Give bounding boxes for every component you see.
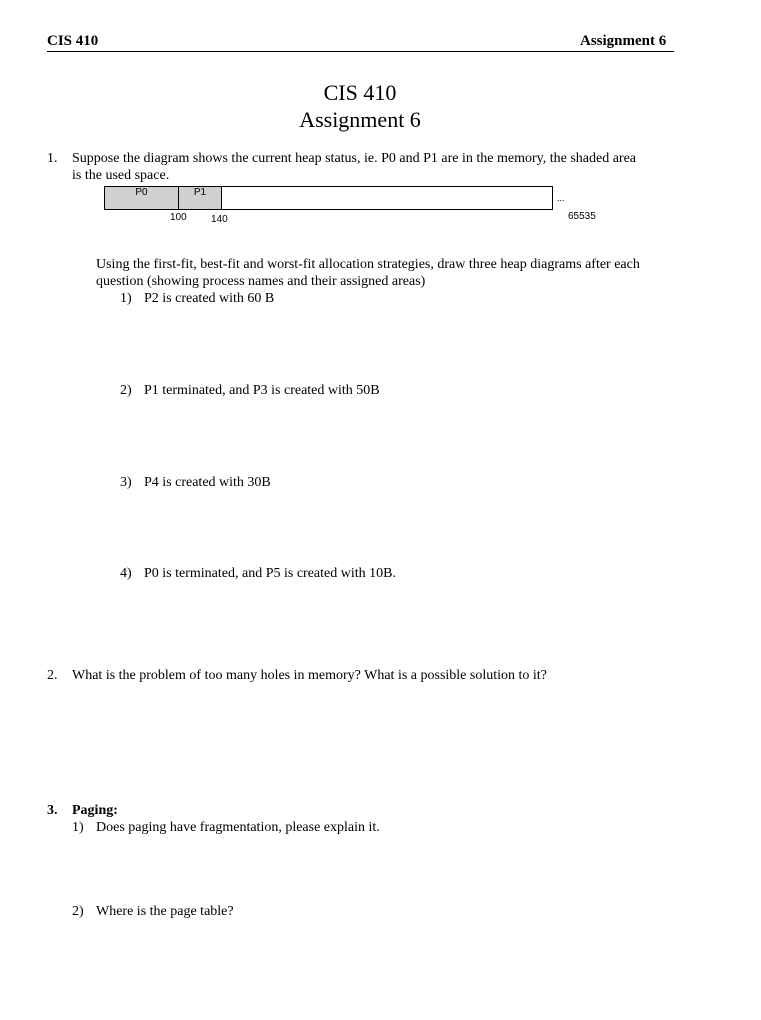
q1-sub2-number: 2) bbox=[120, 383, 132, 398]
q1-sub2-text: P1 terminated, and P3 is created with 50B bbox=[144, 383, 380, 398]
heap-segment-p1 bbox=[179, 187, 222, 209]
header-assignment-label: Assignment 6 bbox=[580, 33, 667, 49]
q3-sub2-text: Where is the page table? bbox=[96, 904, 234, 919]
q3-number: 3. bbox=[47, 803, 58, 818]
q1-sub4-text: P0 is terminated, and P5 is created with 10B. bbox=[144, 566, 396, 581]
heap-label-p0: P0 bbox=[135, 187, 148, 198]
q1-sub3-text: P4 is created with 30B bbox=[144, 475, 271, 490]
q2-text: What is the problem of too many holes in memory? What is a possible solution to it? bbox=[72, 668, 547, 683]
q1-instruction-line2: question (showing process names and their assigned areas) bbox=[96, 274, 426, 289]
q1-text-line1: Suppose the diagram shows the current heap status, ie. P0 and P1 are in the memory, the shaded area bbox=[72, 151, 636, 166]
q1-sub1-number: 1) bbox=[120, 291, 132, 306]
header-course-code: CIS 410 bbox=[47, 33, 99, 49]
q1-text-line2: is the used space. bbox=[72, 168, 170, 183]
q2-number: 2. bbox=[47, 668, 58, 683]
heap-ellipsis: ... bbox=[557, 193, 565, 203]
q3-sub1-number: 1) bbox=[72, 820, 84, 835]
q1-sub3-number: 3) bbox=[120, 475, 132, 490]
q3-sub2-number: 2) bbox=[72, 904, 84, 919]
heap-address-140: 140 bbox=[211, 214, 228, 225]
q3-sub1-text: Does paging have fragmentation, please explain it. bbox=[96, 820, 380, 835]
header-divider bbox=[47, 51, 674, 52]
title-assignment: Assignment 6 bbox=[299, 107, 421, 132]
heap-address-end: 65535 bbox=[568, 211, 596, 222]
heap-address-100: 100 bbox=[170, 212, 187, 223]
q3-heading: Paging: bbox=[72, 803, 118, 818]
q1-sub1-text: P2 is created with 60 B bbox=[144, 291, 275, 306]
q1-instruction-line1: Using the first-fit, best-fit and worst-fit allocation strategies, draw three heap diagrams after each bbox=[96, 257, 640, 272]
q1-sub4-number: 4) bbox=[120, 566, 132, 581]
q1-number: 1. bbox=[47, 151, 58, 166]
title-course: CIS 410 bbox=[323, 80, 397, 105]
heap-segment-p0 bbox=[105, 187, 179, 209]
heap-diagram bbox=[104, 186, 553, 210]
heap-label-p1: P1 bbox=[193, 187, 207, 198]
